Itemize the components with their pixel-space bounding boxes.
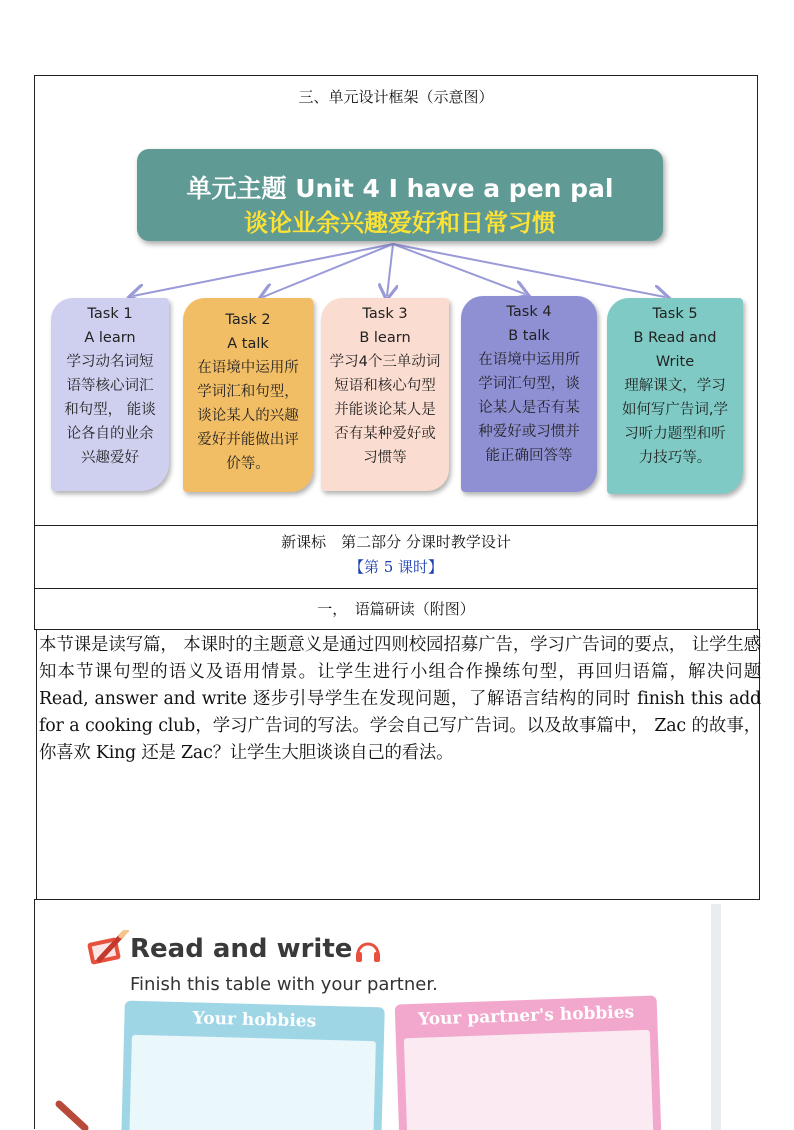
arrow-task5 (393, 244, 665, 297)
task-desc-line: 和句型， 能谈 (64, 402, 156, 418)
task-desc-line: 否有某种爱好或 (334, 426, 436, 442)
task-desc-line: 理解课文，学习 (624, 378, 726, 394)
task-desc-line: 学习动名词短 (66, 354, 154, 370)
task-part: B talk (508, 328, 550, 344)
page-edge-shadow (711, 904, 721, 1130)
task-card-5 (607, 298, 743, 494)
task-title: Task 1 (87, 306, 133, 322)
task-desc-line: 种爱好或习惯并 (478, 424, 580, 440)
task-desc-line: 习听力题型和听 (624, 426, 726, 442)
framework-cell (34, 75, 758, 526)
lesson-design-header-cell (34, 525, 758, 589)
reading-analysis-header-cell (34, 588, 758, 630)
reading-analysis-paragraph: 本节课是读写篇， 本课时的主题意义是通过四则校园招募广告，学习广告词的要点， 让学生感知本节课句型的语义及语用情景。让学生进行小组合作操练句型，再回归语篇，解决问题 Read, answer and write 逐步引导学生在发现问题，了解语言结构的同时 finish this add for a cooking club，学习广告词的写法。学会自己写广告词。以及故事篇中， Zac 的故事， 你喜欢 King 还是 Zac？让学生大胆谈谈自己的看法。 (39, 635, 761, 763)
task-desc-line: 在语境中运用所 (478, 352, 580, 368)
reading-analysis-title: 一， 语篇研读（附图） (317, 600, 475, 618)
task-card-4 (461, 296, 597, 492)
task-card-3 (321, 298, 449, 491)
section-title: 三、单元设计框架（示意图） (298, 88, 494, 106)
headphones-icon (353, 936, 383, 966)
your-hobbies-area (129, 1035, 376, 1130)
partner-hobbies-card (395, 995, 662, 1130)
arrow-task3 (387, 244, 393, 296)
your-hobbies-label: Your hobbies (192, 1008, 317, 1032)
textbook-page-image (35, 900, 759, 1130)
task-desc-line: 在语境中运用所 (197, 360, 299, 376)
arrow-task2 (263, 244, 393, 297)
task-card-1 (51, 298, 169, 491)
task-desc-line: 学习4个三单动词 (329, 354, 441, 370)
task-title: Task 2 (225, 312, 271, 328)
task-desc-line: 语等核心词汇 (66, 378, 154, 394)
unit-theme-title: 单元主题 Unit 4 I have a pen pal (186, 174, 614, 203)
partner-hobbies-label: Your partner's hobbies (417, 1002, 635, 1030)
task-desc-line: 习惯等 (363, 450, 407, 466)
task-part: B learn (359, 330, 411, 346)
book-section-title: 新课标 第二部分 分课时教学设计 (281, 533, 511, 551)
task-desc-line: 爱好并能做出评 (197, 432, 299, 448)
task-desc-line: 短语和核心句型 (334, 378, 436, 394)
pencil-icon (55, 1100, 95, 1130)
task-part: B Read and (633, 330, 717, 346)
your-hobbies-card (121, 1001, 385, 1130)
task-part: A talk (227, 336, 269, 352)
task-desc-line: 兴趣爱好 (81, 450, 139, 466)
task-title: Task 5 (652, 306, 698, 322)
task-desc-line: 论某人是否有某 (478, 400, 580, 416)
task-desc-line: 力技巧等。 (638, 450, 712, 466)
task-part: Write (655, 354, 695, 370)
task-desc-line: 价等。 (226, 456, 270, 472)
textbook-image-cell (34, 899, 758, 1129)
arrow-task1 (133, 244, 393, 296)
task-desc-line: 能正确回答等 (485, 448, 573, 464)
task-title: Task 4 (506, 304, 552, 320)
task-desc-line: 并能谈论某人是 (334, 402, 436, 418)
partner-hobbies-area (404, 1030, 654, 1130)
task-part: A learn (84, 330, 136, 346)
table-instruction: Finish this table with your partner. (130, 974, 438, 995)
task-desc-line: 学词汇和句型， (197, 384, 299, 400)
read-and-write-heading: Read and write (130, 934, 353, 964)
lesson-number: 【第 5 课时】 (348, 558, 444, 576)
task-desc-line: 谈论某人的兴趣 (197, 408, 299, 424)
pencil-book-icon (85, 930, 129, 970)
task-desc-line: 学词汇句型，谈 (478, 376, 580, 392)
task-title: Task 3 (362, 306, 408, 322)
unit-theme-banner (137, 149, 663, 241)
task-card-2 (183, 298, 313, 492)
unit-theme-subtitle: 谈论业余兴趣爱好和日常习惯 (244, 209, 556, 237)
task-desc-line: 论各自的业余 (66, 426, 154, 442)
task-desc-line: 如何写广告词,学 (621, 402, 729, 418)
reading-analysis-body-cell (36, 629, 760, 900)
arrow-task4 (393, 244, 525, 294)
